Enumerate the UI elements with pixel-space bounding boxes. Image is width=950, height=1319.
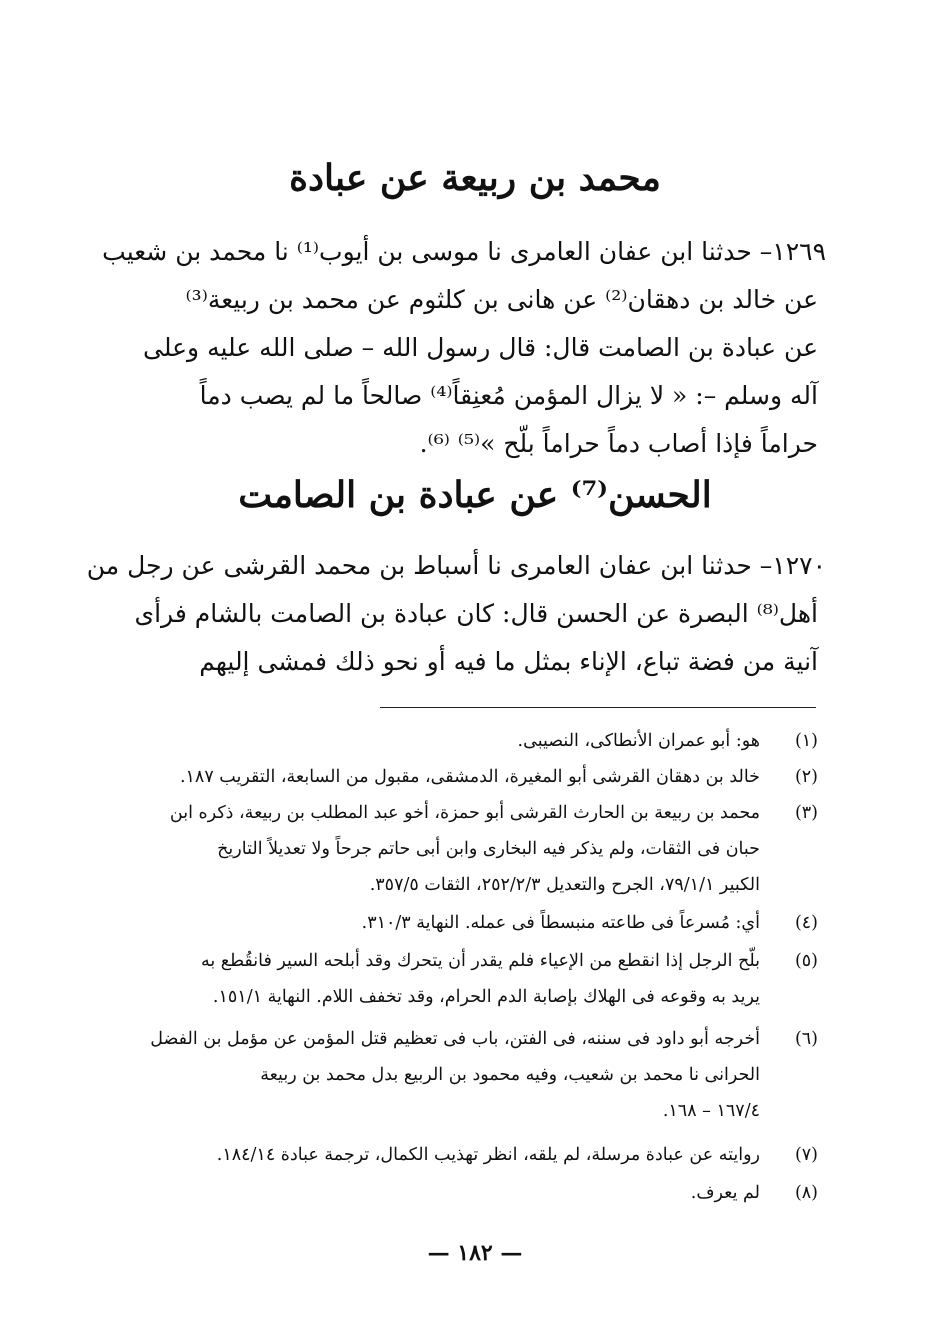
hadith-line: أهل⁽⁸⁾ البصرة عن الحسن قال: كان عبادة بن الصامت بالشام فرأى	[134, 599, 818, 628]
hadith-line: آنية من فضة تباع، الإناء بمثل ما فيه أو نحو ذلك فمشى إليهم	[199, 647, 818, 676]
footnote-text: أخرجه أبو داود فى سننه، فى الفتن، باب فى تعظيم قتل المؤمن عن مؤمل بن الفضل	[150, 1029, 760, 1049]
footnote-text: هو: أبو عمران الأنطاكى، النصيبى.	[517, 731, 760, 751]
footnote-divider	[380, 707, 816, 708]
hadith-line: حراماً فإذا أصاب دماً حراماً بلّح »⁽⁵⁾ ⁽⁶⁾.	[419, 429, 818, 458]
page-number: — ١٨٢ —	[427, 1240, 523, 1266]
footnote-3	[170, 798, 818, 828]
footnote-number: (٥)	[794, 951, 818, 971]
footnote-number: (٤)	[794, 913, 818, 933]
footnote-2	[180, 762, 818, 792]
footnote-number: (١)	[794, 731, 818, 751]
footnote-text: خالد بن دهقان القرشى أبو المغيرة، الدمشقى، مقبول من السابعة، التقريب ١٨٧.	[179, 767, 760, 787]
footnote-4	[362, 908, 818, 938]
footnote-number: (٧)	[794, 1145, 818, 1165]
hadith-line: ١٢٦٩– حدثنا ابن عفان العامرى نا موسى بن أيوب⁽¹⁾ نا محمد بن شعيب	[102, 237, 826, 266]
footnote-6-line-2: الحرانى نا محمد بن شعيب، وفيه محمود بن الربيع بدل محمد بن ربيعة	[260, 1065, 760, 1085]
footnote-text: محمد بن ربيعة بن الحارث القرشى أبو حمزة، أخو عبد المطلب بن ربيعة، ذكره ابن	[169, 803, 760, 823]
footnote-number: (٦)	[794, 1029, 818, 1049]
footnote-5	[201, 946, 818, 976]
footnote-5-line-2: يريد به وقوعه فى الهلاك بإصابة الدم الحرام، وقد تخفف اللام. النهاية ١٥١/١.	[212, 987, 760, 1007]
footnote-text: أي: مُسرعاً فى طاعته منبسطاً فى عمله. النهاية ٣١٠/٣.	[361, 913, 760, 933]
hadith-line: عن عبادة بن الصامت قال: قال رسول الله – صلى الله عليه وعلى	[143, 333, 818, 362]
hadith-line: آله وسلم –: « لا يزال المؤمن مُعنِقاً⁽⁴⁾ صالحاً ما لم يصب دماً	[199, 381, 818, 410]
footnote-text: لم يعرف.	[690, 1183, 760, 1203]
footnote-number: (٣)	[794, 803, 818, 823]
footnote-7	[217, 1140, 818, 1170]
section-heading-1: محمد بن ربيعة عن عبادة	[289, 157, 661, 199]
footnote-1	[518, 726, 818, 756]
footnote-8	[691, 1178, 818, 1208]
footnote-3-line-3: الكبير ٧٩/١/١، الجرح والتعديل ٢٥٢/٢/٣، الثقات ٣٥٧/٥.	[369, 875, 760, 895]
footnote-text: بلّح الرجل إذا انقطع من الإعياء فلم يقدر أن يتحرك وقد أبلحه السير فانقُطع به	[200, 951, 760, 971]
footnote-number: (٢)	[794, 767, 818, 787]
footnote-6	[150, 1024, 818, 1054]
hadith-line: ١٢٧٠– حدثنا ابن عفان العامرى نا أسباط بن محمد القرشى عن رجل من	[86, 551, 826, 580]
hadith-line: عن خالد بن دهقان⁽²⁾ عن هانى بن كلثوم عن محمد بن ربيعة⁽³⁾	[185, 285, 818, 314]
footnote-text: روايته عن عبادة مرسلة، لم يلقه، انظر تهذيب الكمال، ترجمة عبادة ١٨٤/١٤.	[216, 1145, 760, 1165]
footnote-3-line-2: حبان فى الثقات، ولم يذكر فيه البخارى وابن أبى حاتم جرحاً ولا تعديلاً التاريخ	[217, 839, 760, 859]
section-heading-2: الحسن⁽⁷⁾ عن عبادة بن الصامت	[238, 474, 712, 516]
footnote-number: (٨)	[794, 1183, 818, 1203]
footnote-6-line-3: ١٦٧/٤ – ١٦٨.	[662, 1101, 760, 1121]
